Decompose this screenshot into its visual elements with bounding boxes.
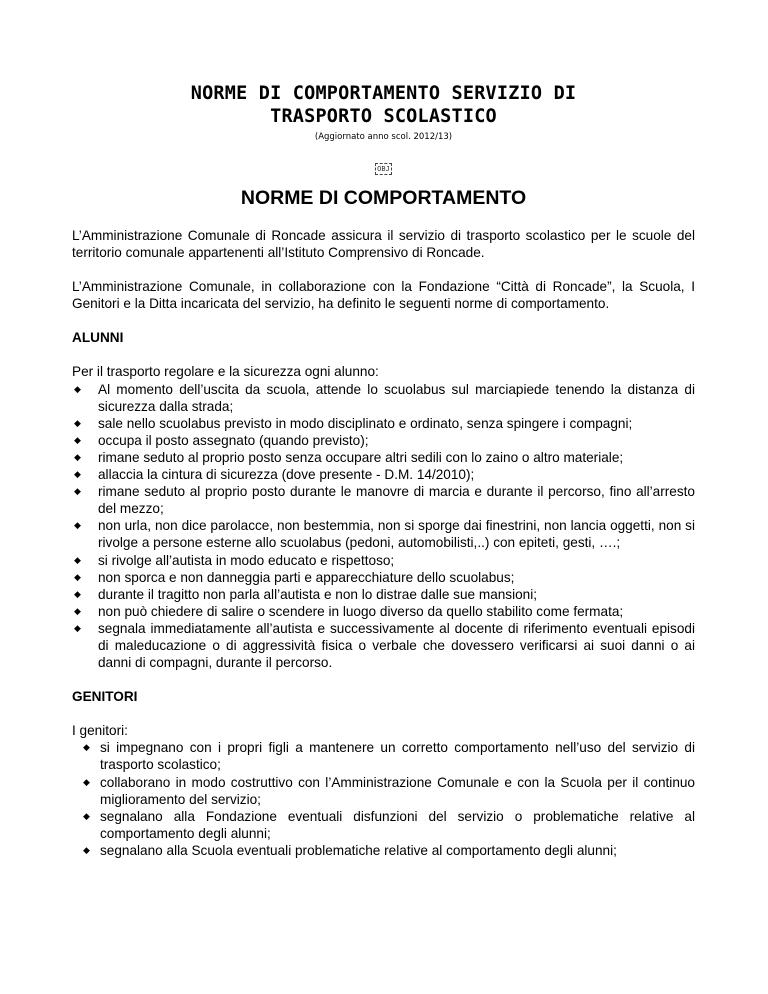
list-item: ◆ collaborano in modo costruttivo con l’Amministrazione Comunale e con la Scuola per il continuo miglioramento del servizio; xyxy=(83,774,695,807)
document-title-line-2: TRASPORTO SCOLASTICO xyxy=(270,106,497,127)
diamond-bullet-icon: ◆ xyxy=(74,520,81,531)
diamond-bullet-icon: ◆ xyxy=(83,810,90,821)
diamond-bullet-icon: ◆ xyxy=(74,486,81,497)
list-item: ◆ segnalano alla Fondazione eventuali disfunzioni del servizio o problematiche relative al comportamento degli alunni; xyxy=(83,808,695,841)
alunni-heading: ALUNNI xyxy=(72,330,124,346)
diamond-bullet-icon: ◆ xyxy=(83,776,90,787)
object-placeholder-icon: OBJ xyxy=(377,165,390,173)
embedded-object xyxy=(72,158,695,172)
intro-paragraph-2: L’Amministrazione Comunale, in collaborazione con la Fondazione “Città di Roncade”, la Scuola, I Genitori e la Ditta incaricata del servizio, ha definito le seguenti norme di comportamento. xyxy=(72,279,695,312)
diamond-bullet-icon: ◆ xyxy=(74,383,81,394)
diamond-bullet-icon: ◆ xyxy=(74,469,81,480)
list-item: ◆ non urla, non dice parolacce, non bestemmia, non si sporge dai finestrini, non lancia oggetti, non si rivolge a persone esterne allo scuolabus (pedoni, automobilisti,..) con epiteti, gesti, ….; xyxy=(74,518,695,551)
list-item: ◆ non sporca e non danneggia parti e apparecchiature dello scuolabus; xyxy=(74,569,515,585)
list-item: ◆ durante il tragitto non parla all’autista e non lo distrae dalle sue mansioni; xyxy=(74,586,538,602)
diamond-bullet-icon: ◆ xyxy=(74,434,81,445)
diamond-bullet-icon: ◆ xyxy=(74,417,81,428)
list-item: ◆ si impegnano con i propri figli a mantenere un corretto comportamento nell’uso del servizio di trasporto scolastico; xyxy=(83,740,695,773)
update-note: (Aggiornato anno scol. 2012/13) xyxy=(314,132,453,142)
list-item: ◆ sale nello scuolabus previsto in modo disciplinato e ordinato, senza spingere i compagni; xyxy=(74,415,633,431)
list-item: ◆ segnalano alla Scuola eventuali problematiche relative al comportamento degli alunni; xyxy=(83,842,617,858)
list-item: ◆ rimane seduto al proprio posto senza occupare altri sedili con lo zaino o altro materiale; xyxy=(74,449,624,465)
diamond-bullet-icon: ◆ xyxy=(74,554,81,565)
diamond-bullet-icon: ◆ xyxy=(83,742,90,753)
intro-paragraph-1: L’Amministrazione Comunale di Roncade assicura il servizio di trasporto scolastico per le scuole del territorio comunale appartenenti all’Istituto Comprensivo di Roncade. xyxy=(72,228,695,261)
list-item: ◆ non può chiedere di salire o scendere in luogo diverso da quello stabilito come fermata; xyxy=(74,603,624,619)
alunni-rules-list xyxy=(72,381,695,672)
section-heading: NORME DI COMPORTAMENTO xyxy=(240,187,527,209)
diamond-bullet-icon: ◆ xyxy=(74,571,81,582)
list-item: ◆ rimane seduto al proprio posto durante le manovre di marcia e durante il percorso, fino all’arresto del mezzo; xyxy=(74,484,695,517)
list-item: ◆ segnala immediatamente all’autista e successivamente al docente di riferimento eventuali episodi di maleducazione o di aggressività fisica o verbale che dovessero verificarsi ai suoi danni o ai danni di compagni, durante il percorso. xyxy=(74,620,695,671)
diamond-bullet-icon: ◆ xyxy=(74,622,81,633)
list-item: ◆ occupa il posto assegnato (quando previsto); xyxy=(74,432,369,448)
genitori-intro: I genitori: xyxy=(72,723,128,739)
list-item: ◆ allaccia la cintura di sicurezza (dove presente - D.M. 14/2010); xyxy=(74,467,475,483)
genitori-heading: GENITORI xyxy=(72,689,138,705)
diamond-bullet-icon: ◆ xyxy=(74,605,81,616)
genitori-rules-list xyxy=(72,739,695,859)
diamond-bullet-icon: ◆ xyxy=(74,451,81,462)
alunni-intro: Per il trasporto regolare e la sicurezza ogni alunno: xyxy=(72,364,379,380)
diamond-bullet-icon: ◆ xyxy=(74,588,81,599)
document-title xyxy=(72,82,695,128)
document-title-line-1: NORME DI COMPORTAMENTO SERVIZIO DI xyxy=(190,83,577,104)
list-item: ◆ si rivolge all’autista in modo educato e rispettoso; xyxy=(74,552,395,568)
diamond-bullet-icon: ◆ xyxy=(83,844,90,855)
list-item: ◆ Al momento dell’uscita da scuola, attende lo scuolabus sul marciapiede tenendo la distanza di sicurezza dalla strada; xyxy=(74,381,695,414)
